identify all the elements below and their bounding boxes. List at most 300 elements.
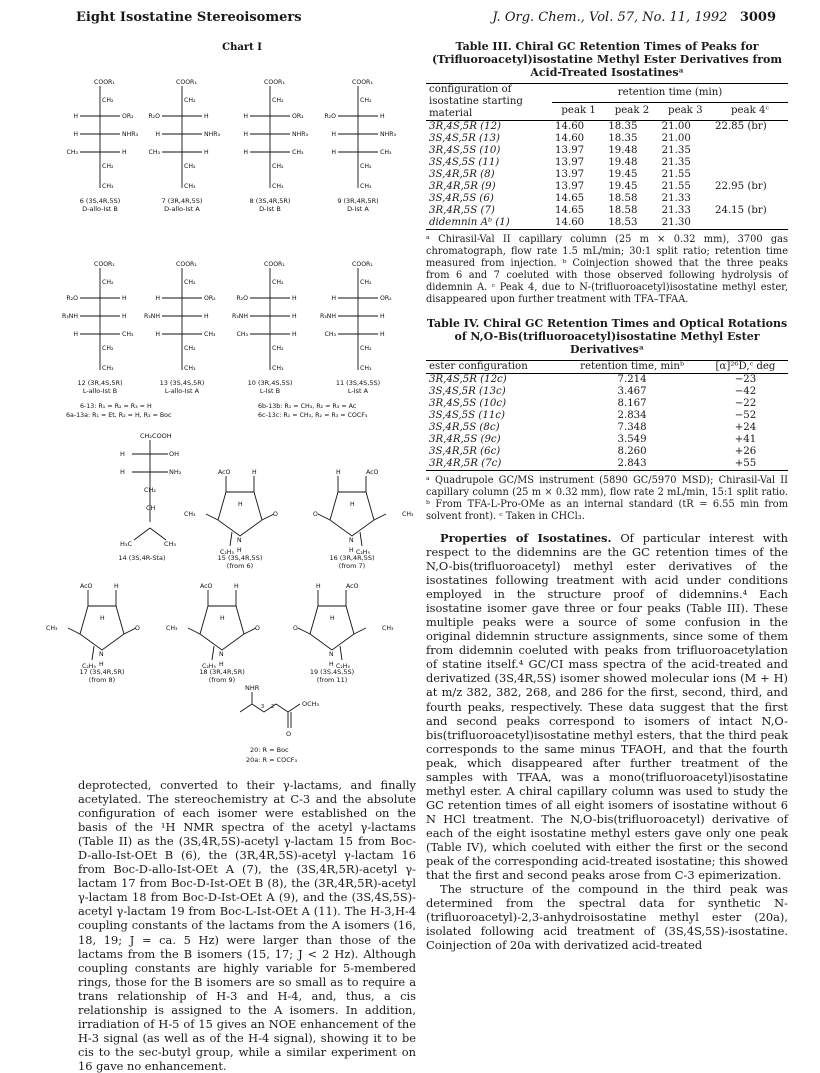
table-row [426, 181, 788, 193]
table-row [426, 145, 788, 157]
svg-text:C₂H₅: C₂H₅ [202, 663, 216, 670]
structure-14-atoms [120, 432, 182, 548]
svg-text:H: H [238, 501, 243, 508]
table-row [426, 121, 788, 134]
right-column [426, 40, 788, 952]
table-cell: 18.53 [608, 217, 638, 228]
svg-text:H: H [219, 661, 224, 668]
table-3-header-cell: peak 4ᶜ [712, 102, 788, 121]
svg-text:C₂H₅: C₂H₅ [220, 549, 234, 556]
table-cell: 21.35 [661, 145, 691, 156]
table-cell: +41 [734, 433, 757, 445]
svg-text:CH₃: CH₃ [236, 331, 248, 338]
svg-text:CH₂: CH₂ [272, 345, 284, 352]
svg-text:H: H [380, 313, 385, 320]
svg-text:CH₂: CH₂ [102, 279, 114, 286]
table-3-title: Table III. Chiral GC Retention Times of Peaks for (Trifluoroacetyl)isostatine Methyl Ester Derivatives from Acid-Treated Isostatinesᵃ [431, 40, 783, 79]
table-cell: 3S,4S,5R (13c) [429, 385, 506, 397]
table-cell: 3R,4R,5S (7) [429, 205, 495, 216]
table-cell: 21.55 [661, 169, 691, 180]
svg-text:H: H [380, 113, 385, 120]
table-cell: 22.95 (br) [714, 181, 767, 192]
left-column-text [78, 778, 416, 1073]
svg-text:H: H [204, 149, 209, 156]
svg-text:H: H [122, 149, 127, 156]
table-3-note: ᵃ Chirasil-Val II capillary column (25 m × 0.32 mm), 3700 gas chromatograph, flow rate 1.5 mL/min; 30:1 split ratio; retention time measured from injection. ᵇ Coinjection showed that the three peaks from 6 and 7 coeluted with those observed following hydrolysis of didemnin A. ᶜ Peak 4, due to N-(trifluoroacetyl)isostatine methyl ester, disappeared upon further treatment with TFA–TFAA. [426, 234, 788, 306]
svg-text:H: H [73, 131, 78, 138]
svg-text:CH₃: CH₃ [184, 365, 196, 372]
fischer-projection [148, 79, 220, 190]
table-3-header-cell: peak 3 [659, 102, 712, 121]
subs-1b: 6a-13a: R₁ = Et, R₂ = H, R₃ = Boc [66, 412, 172, 419]
svg-text:CH₂: CH₂ [360, 163, 372, 170]
table-cell: 14.65 [555, 205, 585, 216]
table-cell: 21.55 [661, 181, 691, 192]
svg-text:CH₂: CH₂ [360, 279, 372, 286]
table-cell [712, 145, 788, 157]
svg-text:H: H [330, 615, 335, 622]
table-cell: 8.260 [617, 445, 647, 457]
svg-text:H: H [155, 331, 160, 338]
svg-text:N: N [219, 651, 224, 658]
table-cell: 3S,4S,5S (11) [429, 157, 500, 168]
svg-text:N: N [329, 651, 334, 658]
table-cell: −52 [734, 409, 757, 421]
svg-text:NHR: NHR [245, 684, 260, 692]
table-4-header-cell: [α]²⁶D,ᶜ deg [703, 360, 788, 373]
table-cell: 3S,4R,5R (6c) [429, 445, 501, 457]
table-cell: 2.843 [617, 457, 647, 469]
label-17-from: (from 8) [88, 676, 116, 684]
table-cell: 3S,4S,5S (11c) [429, 409, 505, 421]
table-cell: −42 [734, 385, 757, 397]
table-row [426, 398, 788, 410]
table-3-group: retention time (min) [552, 84, 788, 103]
label-7: 7 (3R,4R,5S) [161, 197, 203, 205]
paragraph: The structure of the compound in the third peak was determined from the spectral data for synthetic N-(trifluoroacetyl)-2,3-anhydroisostatine methyl ester (20a), isolated following acid treatment of (3S,4S,5S)-isostatine. Coinjection of 20a with derivatized acid-treated [426, 882, 788, 953]
table-3-header-cell: peak 1 [552, 102, 605, 121]
svg-text:R₃NH: R₃NH [231, 313, 248, 320]
svg-text:H: H [292, 295, 297, 302]
svg-text:H: H [292, 313, 297, 320]
table-cell: 3R,4S,5S (10) [429, 145, 501, 156]
table-cell: 3R,4R,5R (7c) [429, 457, 502, 469]
svg-text:O: O [135, 625, 140, 632]
svg-text:COOR₁: COOR₁ [352, 261, 373, 268]
svg-text:H: H [349, 547, 354, 554]
svg-text:CH₃: CH₃ [102, 183, 114, 190]
substituent-defs [66, 403, 368, 419]
structure-19 [293, 583, 394, 670]
fischer-projection [324, 79, 396, 190]
svg-text:R₂O: R₂O [148, 113, 160, 120]
svg-text:H: H [252, 469, 257, 476]
table-cell: 22.85 (br) [714, 121, 767, 132]
label-8-name: D-Ist B [259, 205, 281, 213]
svg-text:H: H [329, 661, 334, 668]
svg-text:R₃NH: R₃NH [61, 313, 78, 320]
svg-text:CH₃: CH₃ [204, 331, 216, 338]
table-cell: +26 [734, 445, 757, 457]
fischer-projection [232, 261, 297, 372]
paragraph: deprotected, converted to their γ-lactams, and finally acetylated. The stereochemistry at C-3 and the absolute configuration of each isomer were established on the basis of the ¹H NMR spectra of the acetyl γ-lactams (Table II) as the (3S,4R,5S)-acetyl γ-lactam 15 from Boc-D-allo-Ist-OEt B (6), the (3R,4R,5S)-acetyl γ-lactam 16 from Boc-D-allo-Ist-OEt A (7), the (3S,4R,5R)-acetyl γ-lactam 17 from Boc-D-Ist-OEt B (8), the (3R,4R,5R)-acetyl γ-lactam 18 from Boc-D-Ist-OEt A (9), and the (3S,4S,5S)-acetyl γ-lactam 19 from Boc-L-Ist-OEt A (11). The H-3,H-4 coupling constants of the lactams from the A isomers (16, 18, 19; J = ca. 5 Hz) were larger than those of the lactams from the B isomers (15, 17; J < 2 Hz). Although coupling constants are highly variable for 5-membered rings, those for the B isomers are so small as to require a trans relationship of H-3 and H-4, and, thus, a cis relationship is assigned to the A isomers. In addition, irradiation of H-5 of 15 gives an NOE enhancement of the H-3 signal (as well as of the H-4 signal), showing it to be cis to the sec-butyl group, while a similar experiment on 16 gave no enhancement. [78, 778, 416, 1073]
svg-text:CH₂: CH₂ [360, 97, 372, 104]
table-cell [712, 157, 788, 169]
label-13-name: L-allo-Ist A [164, 387, 200, 395]
svg-text:COOR₁: COOR₁ [352, 79, 373, 86]
page-number: 3009 [739, 10, 776, 25]
svg-text:CH₃: CH₃ [148, 149, 160, 156]
svg-text:CH₃: CH₃ [66, 149, 78, 156]
svg-text:CH: CH [146, 504, 156, 512]
fischer-projection [67, 79, 139, 190]
label-17: 17 (3S,4R,5R) [79, 668, 125, 676]
table-cell: 13.97 [555, 145, 585, 156]
svg-text:C₂H₅: C₂H₅ [356, 549, 370, 556]
table-row [426, 157, 788, 169]
structure-20-atoms [245, 684, 320, 738]
svg-text:CH₂: CH₂ [184, 97, 196, 104]
right-column-text [426, 531, 788, 952]
page-header [76, 10, 776, 28]
subs-2b: 6c-13c: R₁ = CH₃, R₂ = R₃ = COCF₃ [258, 412, 368, 419]
table-cell: 18.58 [608, 205, 638, 216]
table-cell: 3R,4R,5S (9c) [429, 433, 501, 445]
table-cell: 2.834 [617, 409, 647, 421]
chart-title: Chart I [222, 42, 262, 53]
svg-text:CH₃: CH₃ [166, 625, 178, 632]
table-cell: −22 [734, 397, 757, 409]
svg-text:H₃C: H₃C [120, 540, 133, 548]
svg-text:OR₂: OR₂ [122, 113, 134, 120]
table-cell: 3S,4S,5R (13) [429, 133, 500, 144]
structure-20 [240, 692, 300, 728]
table-cell: +55 [734, 457, 757, 469]
label-10: 10 (3R,4S,5S) [247, 379, 293, 387]
svg-text:H: H [243, 149, 248, 156]
table-row [426, 373, 788, 386]
svg-text:NHR₃: NHR₃ [380, 131, 397, 138]
table-row [426, 446, 788, 458]
svg-text:CH₂: CH₂ [272, 163, 284, 170]
svg-text:CH₂: CH₂ [102, 345, 114, 352]
table-cell: 19.48 [608, 145, 638, 156]
table-cell: 14.60 [555, 121, 585, 132]
table-cell: 3R,4R,5R (9) [429, 181, 496, 192]
table-cell: 7.214 [617, 373, 647, 385]
svg-text:H: H [331, 131, 336, 138]
svg-text:N: N [349, 537, 354, 544]
table-row [426, 217, 788, 230]
svg-text:N: N [237, 537, 242, 544]
svg-text:H: H [243, 131, 248, 138]
svg-text:CH₂: CH₂ [184, 163, 196, 170]
svg-text:3: 3 [261, 704, 265, 710]
table-cell: 21.35 [661, 157, 691, 168]
subs-1a: 6-13: R₁ = R₂ = R₃ = H [80, 403, 152, 410]
svg-text:OR₂: OR₂ [292, 113, 304, 120]
svg-text:CH₃: CH₃ [46, 625, 58, 632]
label-13: 13 (3S,4S,5R) [159, 379, 205, 387]
svg-text:COOR₁: COOR₁ [264, 261, 285, 268]
svg-text:O: O [313, 511, 318, 518]
table-cell: 3.467 [617, 385, 647, 397]
label-11: 11 (3S,4S,5S) [335, 379, 381, 387]
label-9-name: D-Ist A [347, 205, 369, 213]
table-cell: 3S,4R,5S (6) [429, 193, 494, 204]
svg-text:H: H [220, 615, 225, 622]
svg-text:CH₃: CH₃ [324, 331, 336, 338]
label-16: 16 (3R,4R,5S) [329, 554, 375, 562]
label-11-name: L-Ist A [347, 387, 369, 395]
svg-text:O: O [255, 625, 260, 632]
svg-text:CH₃: CH₃ [164, 540, 177, 548]
svg-text:H: H [100, 615, 105, 622]
svg-text:C₂H₅: C₂H₅ [336, 663, 350, 670]
svg-text:COOR₁: COOR₁ [94, 79, 115, 86]
table-cell: 13.97 [555, 157, 585, 168]
svg-text:AcO: AcO [200, 583, 213, 590]
svg-text:CH₂: CH₂ [360, 345, 372, 352]
table-cell: 3S,4R,5R (8) [429, 169, 495, 180]
svg-text:H: H [380, 331, 385, 338]
table-3-col0: configuration of isostatine starting material [426, 84, 552, 121]
svg-text:O: O [273, 511, 278, 518]
svg-text:2: 2 [271, 704, 275, 710]
svg-text:R₂O: R₂O [66, 295, 78, 302]
table-cell: 21.33 [661, 193, 691, 204]
table-cell: 18.35 [608, 133, 638, 144]
table-cell: 14.65 [555, 193, 585, 204]
table-cell: 19.45 [608, 169, 638, 180]
fischer-projection [243, 79, 308, 190]
svg-text:COOR₁: COOR₁ [176, 261, 197, 268]
label-20: 20: R = Boc [250, 746, 289, 754]
svg-text:H: H [331, 149, 336, 156]
table-3 [426, 83, 788, 230]
table-cell: 14.60 [555, 217, 585, 228]
svg-text:NH₂: NH₂ [169, 468, 182, 476]
table-row [426, 133, 788, 145]
label-15: 15 (3S,4R,5S) [217, 554, 263, 562]
table-row [426, 434, 788, 446]
svg-text:C₂H₅: C₂H₅ [82, 663, 96, 670]
svg-text:H: H [155, 295, 160, 302]
table-4-title: Table IV. Chiral GC Retention Times and Optical Rotations of N,O-Bis(trifluoroacetyl)isostatine Methyl Ester Derivativesᵃ [426, 316, 788, 356]
svg-text:H: H [122, 313, 127, 320]
table-4-header-cell: ester configuration [426, 360, 561, 373]
structure-18 [166, 583, 260, 670]
svg-text:CH₂: CH₂ [272, 279, 284, 286]
table-4-note: ᵃ Quadrupole GC/MS instrument (5890 GC/5970 MSD); Chirasil-Val II capillary column (25 m × 0.32 mm), flow rate 2 mL/min, 15:1 split ratio. ᵇ From TFA-L-Pro-OMe as an internal standard (tR = 6.55 min from solvent front). ᶜ Taken in CHCl₃. [426, 474, 788, 522]
fischer-projection [320, 261, 392, 372]
table-cell: 7.348 [617, 421, 647, 433]
table-cell: 21.00 [661, 121, 691, 132]
label-15-from: (from 6) [226, 562, 254, 570]
table-cell: 19.45 [608, 181, 638, 192]
table-cell: 18.58 [608, 193, 638, 204]
table-cell: 21.30 [661, 217, 691, 228]
table-cell [712, 193, 788, 205]
svg-text:O: O [286, 730, 292, 738]
label-14: 14 (3S,4R-Sta) [118, 554, 166, 562]
label-12: 12 (3R,4S,5R) [77, 379, 123, 387]
table-cell: 3S,4R,5S (8c) [429, 421, 500, 433]
svg-text:O: O [293, 625, 298, 632]
chart-1-structures [46, 40, 422, 770]
label-18: 18 (3R,4R,5R) [199, 668, 245, 676]
table-row [426, 458, 788, 471]
svg-text:AcO: AcO [366, 469, 379, 476]
svg-text:NHR₃: NHR₃ [292, 131, 309, 138]
svg-text:AcO: AcO [80, 583, 93, 590]
svg-text:H: H [292, 331, 297, 338]
fischer-row-2 [62, 261, 392, 372]
svg-text:R₃NH: R₃NH [143, 313, 160, 320]
svg-text:CH₂: CH₂ [272, 97, 284, 104]
table-cell [712, 169, 788, 181]
table-cell: 19.48 [608, 157, 638, 168]
table-cell: 18.35 [608, 121, 638, 132]
svg-text:AcO: AcO [218, 469, 231, 476]
label-7-name: D-allo-Ist A [164, 205, 200, 213]
fischer-projection [62, 261, 134, 372]
svg-text:H: H [350, 501, 355, 508]
label-12-name: L-allo-Ist B [82, 387, 118, 395]
table-cell: 13.97 [555, 181, 585, 192]
svg-text:OH: OH [169, 450, 180, 458]
svg-text:H: H [204, 313, 209, 320]
label-19: 19 (3S,4S,5S) [309, 668, 355, 676]
table-cell: 21.00 [661, 133, 691, 144]
table-row [426, 205, 788, 217]
svg-text:CH₂: CH₂ [184, 279, 196, 286]
svg-text:CH₂COOH: CH₂COOH [140, 432, 172, 440]
table-cell [712, 133, 788, 145]
svg-text:H: H [73, 331, 78, 338]
table-cell: +24 [734, 421, 757, 433]
svg-text:CH₃: CH₃ [360, 183, 372, 190]
svg-text:CH₃: CH₃ [382, 625, 394, 632]
label-10-name: L-Ist B [259, 387, 281, 395]
svg-text:CH₃: CH₃ [272, 365, 284, 372]
table-4-header-cell: retention time, minᵇ [561, 360, 703, 373]
paragraph: Properties of Isostatines. Of particular interest with respect to the didemnins are the GC retention times of the N,O-bis(trifluoroacetyl) methyl ester derivatives of the isostatines following treatment with acid under conditions employed in the structure proof of didemnins.⁴ Each isostatine isomer gave three or four peaks (Table III). These multiple peaks were a source of some confusion in the original didemnin structure assignments, since some of them from didemnin coeluted with peaks from trifluoroacetylation of statine itself.⁴ GC/CI mass spectra of the acid-treated and derivatized (3S,4R,5S) isomer showed molecular ions (M + H) at m/z 382, 382, 268, and 286 for the first, second, third, and fourth peaks, respectively. These data suggest that the first and second peaks correspond to isomers of intact N,O-bis(trifluoroacetyl)isostatine methyl esters, that the third peak corresponds to the same minus TFAOH, and that the fourth peak, which disappeared after further treatment of the samples with TFAA, was a mono(trifluoroacetyl)isostatine methyl ester. A chiral capillary column was used to study the GC retention times of all eight isomers of isostatine without 6 N HCl treatment. The N,O-bis(trifluoroacetyl) derivative of each of the eight isostatine methyl esters gave only one peak (Table IV), which coeluted with either the first or the second peak of the corresponding acid-treated isostatine; this showed that the first and second peaks arose from C-3 epimerization. [426, 530, 789, 883]
table-3-header-cell: peak 2 [605, 102, 658, 121]
label-8: 8 (3S,4R,5R) [249, 197, 291, 205]
table-cell: 8.167 [617, 397, 647, 409]
svg-text:CH₂: CH₂ [102, 163, 114, 170]
structure-16 [313, 469, 414, 556]
svg-text:H: H [336, 469, 341, 476]
svg-text:OCH₃: OCH₃ [302, 700, 320, 708]
svg-text:H: H [114, 583, 119, 590]
svg-text:H: H [331, 295, 336, 302]
table-cell: 14.60 [555, 133, 585, 144]
svg-text:OR₂: OR₂ [204, 295, 216, 302]
svg-text:CH₂: CH₂ [102, 97, 114, 104]
svg-text:CH₃: CH₃ [184, 183, 196, 190]
label-19-from: (from 11) [316, 676, 348, 684]
subs-2a: 6b-13b: R₁ = CH₃, R₂ = R₃ = Ac [258, 403, 357, 410]
svg-text:N: N [99, 651, 104, 658]
label-9: 9 (3R,4R,5R) [337, 197, 379, 205]
table-cell: 3R,4S,5R (12c) [429, 373, 507, 385]
structure-17 [46, 583, 140, 670]
svg-text:CH₃: CH₃ [402, 511, 414, 518]
svg-text:CH₂: CH₂ [184, 345, 196, 352]
svg-text:CH₃: CH₃ [102, 365, 114, 372]
svg-text:CH₃: CH₃ [292, 149, 304, 156]
svg-text:H: H [122, 295, 127, 302]
table-4 [426, 360, 788, 471]
svg-text:H: H [155, 131, 160, 138]
svg-text:NHR₃: NHR₃ [204, 131, 221, 138]
svg-text:H: H [73, 113, 78, 120]
svg-text:CH₃: CH₃ [184, 511, 196, 518]
label-16-from: (from 7) [338, 562, 366, 570]
section-heading: Properties of Isostatines. [440, 530, 612, 545]
svg-text:CH₂: CH₂ [144, 486, 157, 494]
svg-text:H: H [237, 547, 242, 554]
svg-text:R₃NH: R₃NH [319, 313, 336, 320]
table-cell: 3.549 [617, 433, 647, 445]
svg-text:R₂O: R₂O [324, 113, 336, 120]
table-cell: 13.97 [555, 169, 585, 180]
table-row [426, 386, 788, 398]
table-cell: 3R,4S,5S (10c) [429, 397, 507, 409]
svg-text:H: H [120, 450, 125, 458]
svg-text:R₂O: R₂O [236, 295, 248, 302]
row1-labels [80, 197, 379, 213]
svg-text:CH₃: CH₃ [122, 331, 134, 338]
fischer-row-1 [67, 79, 397, 190]
journal-citation: J. Org. Chem., Vol. 57, No. 11, 1992 3009 [492, 10, 776, 25]
svg-text:H: H [120, 468, 125, 476]
running-title: Eight Isostatine Stereoisomers [76, 10, 302, 25]
svg-text:H: H [99, 661, 104, 668]
label-18-from: (from 9) [208, 676, 236, 684]
svg-text:COOR₁: COOR₁ [94, 261, 115, 268]
svg-text:COOR₁: COOR₁ [176, 79, 197, 86]
svg-text:AcO: AcO [346, 583, 359, 590]
label-6-name: D-allo-Ist B [82, 205, 118, 213]
svg-text:H: H [243, 113, 248, 120]
fischer-projection [144, 261, 216, 372]
svg-text:NHR₃: NHR₃ [122, 131, 139, 138]
label-20a: 20a: R = COCF₃ [246, 756, 298, 764]
table-row [426, 193, 788, 205]
table-cell: 3R,4S,5R (12) [429, 121, 502, 132]
label-6: 6 (3S,4R,5S) [79, 197, 121, 205]
svg-text:CH₃: CH₃ [380, 149, 392, 156]
table-row [426, 422, 788, 434]
table-cell: −23 [734, 373, 757, 385]
table-cell: didemnin Aᵇ (1) [429, 217, 510, 228]
svg-text:COOR₁: COOR₁ [264, 79, 285, 86]
table-row [426, 410, 788, 422]
row2-labels [77, 379, 380, 395]
svg-text:CH₃: CH₃ [360, 365, 372, 372]
svg-text:H: H [316, 583, 321, 590]
svg-text:H: H [204, 113, 209, 120]
table-row [426, 169, 788, 181]
structure-15 [184, 469, 278, 556]
table-cell: 21.33 [661, 205, 691, 216]
svg-text:OR₂: OR₂ [380, 295, 392, 302]
table-cell: 24.15 (br) [714, 205, 767, 216]
svg-text:H: H [234, 583, 239, 590]
